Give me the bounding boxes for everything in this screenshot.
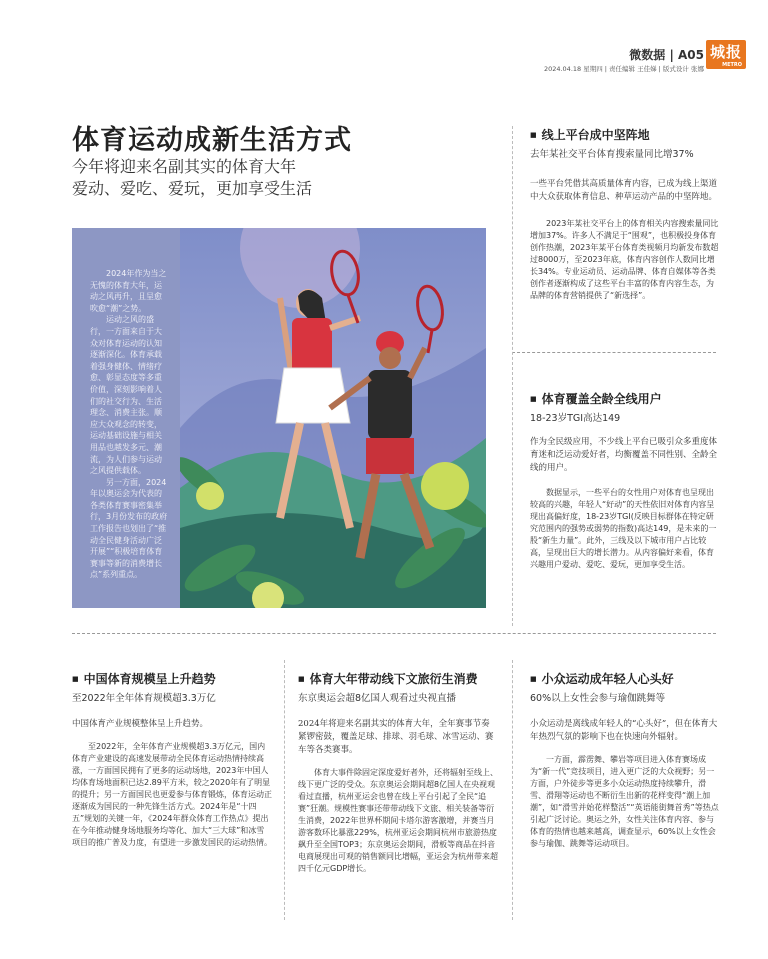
section-body: 数据显示，一些平台的女性用户对体育也呈现出较高的兴趣，年轻人“好动”的天性依旧对体育内容呈现出高偏好度，18-23岁TGI(反映目标群体在特定研究范围内的强势或弱势的指数)高达149，是未来的一股“新生力量”。此外，三线及以下城市用户占比较高，呈现出巨大的增长潜力。从内容偏好来看，体育兴趣用户爱动、爱吃、爱玩，更加享受生活。 bbox=[530, 488, 717, 569]
section-niche bbox=[530, 670, 720, 850]
section-subheading: 18-23岁TGI高达149 bbox=[530, 413, 621, 424]
logo-sub: METRO bbox=[722, 62, 742, 68]
issue-meta: 2024.04.18 星期四 | 责任编辑 王佳娣 | 版式设计 张娜 bbox=[543, 65, 704, 73]
section-lead: 小众运动是离线成年轻人的“心头好”，但在体育大年热烈气氛的影响下也在快速向外辐射。 bbox=[530, 719, 718, 742]
tennis-illustration bbox=[180, 228, 486, 608]
newspaper-logo bbox=[706, 40, 746, 69]
subtitle-line-1: 今年将迎来名副其实的体育大年 bbox=[72, 157, 297, 176]
intro-paragraph: 运动之风的盛行，一方面来自于大众对体育运动的认知逐渐深化。体育承载着强身健体、情绪疗愈、彰显态度等多重价值，深刻影响着人们的社交行为、生活理念、消费主张。顺应大众观念的转变，运动基础设施与相关用品也越发多元、潮流，为人们参与运动之风提供载体。 bbox=[90, 315, 162, 476]
section-body: 至2022年，全年体育产业规模超3.3万亿元，国内体育产业建设的高速发展带动全民体育运动热情持续高涨，一方面国民拥有了更多的运动场地，2023年中国人均体育场地面积已达2.89平方米，较之2020年有了明显的提升；另一方面国民也更爱参与体育锻炼，体育运动正逐渐成为国民的一种先锋生活方式。2024年是“十四五”规划的关键一年，《2024年群众体育工作热点》提出在今年推动健身场地服务均等化、加大“三大球”和冰雪项目的推广普及力度，有望进一步激发国民的运动热情。 bbox=[72, 742, 272, 847]
column-divider bbox=[512, 126, 513, 626]
section-heading: ■ 小众运动成年轻人心头好 bbox=[530, 670, 720, 687]
horizontal-divider bbox=[72, 633, 716, 634]
section-body: 体育大事件除固定深度爱好者外，还将辐射至线上、线下更广泛的受众。东京奥运会期间超8亿国人在央视观看过直播，杭州亚运会也曾在线上平台引起了全民“追赛”狂潮。规模性赛事还带带动线下文旅、相关装备等衍生消费，2022年世界杯期间卡塔尔游客激增，并赛当月游客数环比暴涨229%，杭州亚运会期间杭州市旅游热度飙升至全国TOP3；东京奥运会期间，滑板等商品在抖音电商展现出可观的销售额同比增幅，亚运会为杭州带来超四千亿元GDP增长。 bbox=[298, 768, 498, 873]
section-heading: ■ 体育大年带动线下文旅衍生消费 bbox=[298, 670, 498, 687]
section-lead: 作为全民级应用，不少线上平台已吸引众多重度体育迷和泛运动爱好者，均衡覆盖不同性别、全龄全线的用户。 bbox=[530, 437, 718, 473]
page-section-label: 微数据 | A05 bbox=[629, 48, 704, 62]
section-body: 一方面，霹雳舞、攀岩等项目进入体育赛场成为“新一代”竞技项目，进入更广泛的大众视野；另一方面，户外徒步等更多小众运动热度持续攀升，滑雪、滑翔等运动也不断衍生出新的花样变得“潮上加潮”，如“滑雪并始花样整活”“英语能街舞首秀”等热点引起广泛讨论。奥运之外，女性关注体育内容、参与体育的热情也越来越高，调查显示，60%以上女性会参与瑜伽、跳舞等运动项目。 bbox=[530, 755, 719, 848]
section-lead: 一些平台凭借其高质量体育内容，已成为线上渠道中大众获取体育信息、种草运动产品的中坚阵地。 bbox=[530, 179, 718, 202]
intro-paragraph: 2024年作为当之无愧的体育大年，运动之风再升，且呈愈吹愈“潮”之势。 bbox=[90, 269, 167, 313]
column-divider bbox=[284, 660, 285, 920]
section-heading: ■ 线上平台成中坚阵地 bbox=[530, 126, 720, 143]
section-subheading: 去年某社交平台体育搜索量同比增37% bbox=[530, 149, 694, 160]
section-heading: ■ 中国体育规模呈上升趋势 bbox=[72, 670, 272, 687]
section-subheading: 至2022年全年体育规模超3.3万亿 bbox=[72, 693, 216, 704]
intro-paragraph: 另一方面，2024年以奥运会为代表的各类体育赛事密集举行，3月份发布的政府工作报告也划出了“推动全民健身活动广泛开展”“积极培育体育赛事等新的消费增长点”系列重点。 bbox=[90, 477, 168, 580]
section-lead: 2024年将迎来名副其实的体育大年，全年赛事节奏紧锣密鼓，覆盖足球、排球、羽毛球、冰雪运动、赛车等各类赛事。 bbox=[298, 719, 494, 755]
section-body: 2023年某社交平台上的体育相关内容搜索量同比增加37%。许多人不满足于“围观”，也积极投身体育创作热潮，2023年某平台体育类视频月均新发布数超过8000万，至2023年底，体育内容创作人数同比增长34%。专业运动员、运动品牌、体育自媒体等各类创作者逐渐构成了这些平台丰富的体育内容生态，为品牌的体育营销提供了“新选择”。 bbox=[530, 219, 719, 300]
section-scale bbox=[72, 670, 272, 849]
section-subheading: 东京奥运会超8亿国人观看过央视直播 bbox=[298, 693, 457, 704]
section-travel bbox=[298, 670, 498, 875]
subtitle-line-2: 爱动、爱吃、爱玩，更加享受生活 bbox=[72, 179, 313, 198]
section-lead: 中国体育产业规模整体呈上升趋势。 bbox=[72, 719, 209, 729]
logo-text: 城报 bbox=[709, 43, 742, 61]
intro-column bbox=[72, 228, 180, 608]
section-subheading: 60%以上女性会参与瑜伽跳舞等 bbox=[530, 693, 666, 704]
page-title: 体育运动成新生活方式 bbox=[72, 125, 352, 156]
column-divider bbox=[512, 660, 513, 920]
section-age bbox=[530, 390, 720, 571]
divider bbox=[512, 352, 716, 353]
section-heading: ■ 体育覆盖全龄全线用户 bbox=[530, 390, 720, 407]
section-online bbox=[530, 126, 720, 302]
